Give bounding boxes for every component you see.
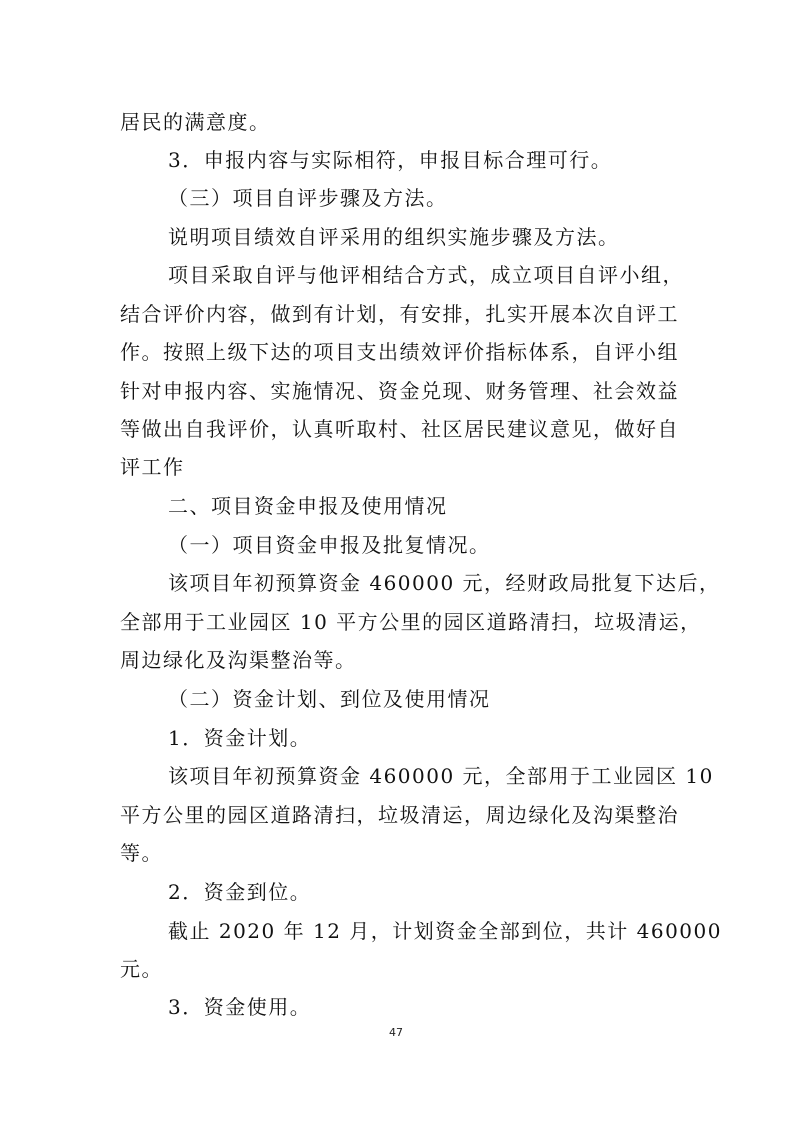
- section-heading: 1．资金计划。: [168, 726, 312, 750]
- text-line: 截止 2020 年 12 月，计划资金全部到位，共计 460000: [168, 919, 722, 943]
- text-line: 结合评价内容，做到有计划，有安排，扎实开展本次自评工: [120, 302, 679, 326]
- section-heading: （三）项目自评步骤及方法。: [168, 186, 448, 210]
- text-line: 针对申报内容、实施情况、资金兑现、财务管理、社会效益: [120, 379, 679, 403]
- text-line: 平方公里的园区道路清扫，垃圾清运，周边绿化及沟渠整治: [120, 803, 679, 827]
- section-heading: 3．资金使用。: [168, 995, 312, 1019]
- text-line: 该项目年初预算资金 460000 元，经财政局批复下达后，: [168, 571, 721, 595]
- text-line: 项目采取自评与他评相结合方式，成立项目自评小组，: [168, 263, 684, 287]
- text-line: 周边绿化及沟渠整治等。: [120, 648, 357, 672]
- text-line: 该项目年初预算资金 460000 元，全部用于工业园区 10: [168, 764, 714, 788]
- section-heading: 二、项目资金申报及使用情况: [168, 494, 448, 518]
- section-heading: （二）资金计划、到位及使用情况: [168, 687, 491, 711]
- text-line: 评工作: [120, 455, 185, 479]
- text-line: 等。: [120, 841, 163, 865]
- text-line: 元。: [120, 957, 163, 981]
- text-line: 作。按照上级下达的项目支出绩效评价指标体系，自评小组: [120, 340, 679, 364]
- section-heading: （一）项目资金申报及批复情况。: [168, 533, 491, 557]
- text-line: 3．申报内容与实际相符，申报目标合理可行。: [168, 148, 613, 172]
- text-line: 说明项目绩效自评采用的组织实施步骤及方法。: [168, 225, 620, 249]
- page-number: 47: [389, 1026, 403, 1039]
- text-line: 等做出自我评价，认真听取村、社区居民建议意见，做好自: [120, 417, 679, 441]
- text-line: 居民的满意度。: [120, 110, 271, 134]
- text-line: 全部用于工业园区 10 平方公里的园区道路清扫，垃圾清运，: [120, 610, 702, 634]
- section-heading: 2．资金到位。: [168, 880, 312, 904]
